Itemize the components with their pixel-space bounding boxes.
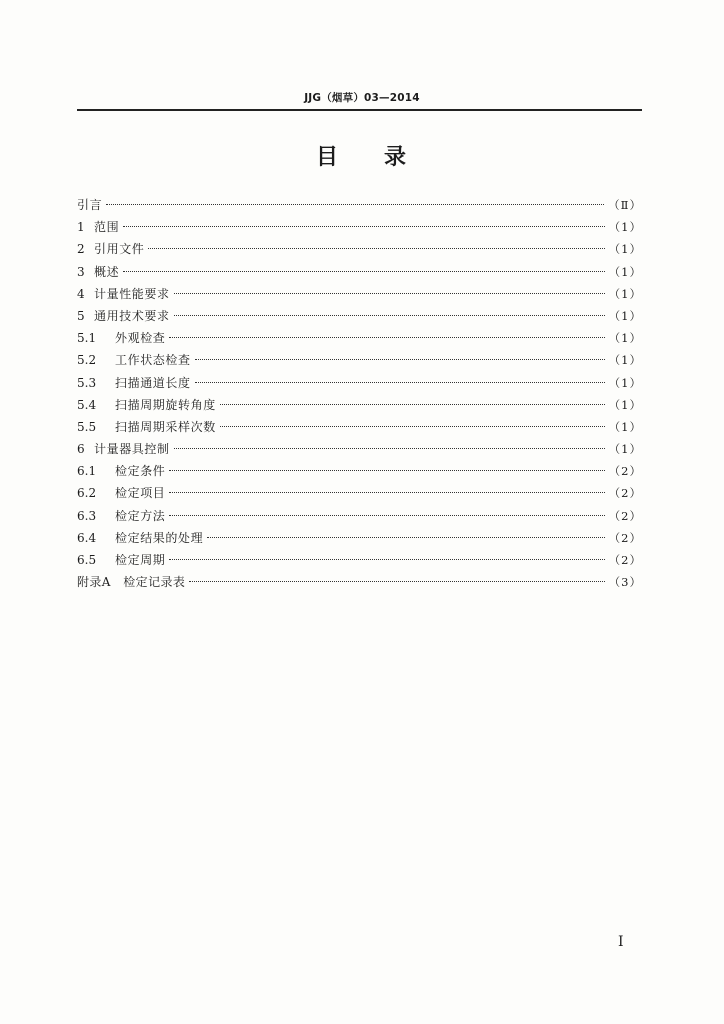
toc-entry-number: 5.4 (77, 397, 97, 412)
toc-entry (77, 283, 642, 305)
page-number: Ⅰ (618, 934, 624, 950)
toc-leader-dots (174, 448, 605, 449)
toc-entry-number: 6.5 (77, 553, 97, 567)
toc-entry-page: （1） (608, 264, 642, 279)
toc-entry (77, 216, 642, 238)
toc-entry-title: 工作状态检查 (115, 353, 191, 368)
toc-leader-dots (169, 470, 604, 471)
toc-entry-page: （1） (608, 242, 642, 257)
toc-entry-title: 扫描通道长度 (115, 375, 191, 390)
toc-entry (77, 327, 642, 349)
toc-entry-number: 6.3 (77, 508, 97, 523)
toc-entry-number: 5.2 (77, 353, 97, 368)
toc-leader-dots (169, 515, 604, 516)
toc-entry-title: 扫描周期采样次数 (115, 419, 216, 434)
toc-leader-dots (195, 382, 605, 383)
toc-entry-title: 扫描周期旋转角度 (115, 397, 216, 412)
toc-entry-title: 检定方法 (115, 508, 166, 523)
toc-entry-page: （1） (608, 331, 642, 346)
toc-entry (77, 482, 642, 504)
toc-entry-page: （1） (608, 442, 642, 457)
toc-entry-title: 计量性能要求 (94, 286, 170, 301)
toc-entry-title: 引用文件 (94, 242, 145, 257)
toc-leader-dots (207, 537, 604, 538)
toc-entry-number: 6.4 (77, 530, 97, 545)
toc-entry-title: 引言 (77, 198, 103, 212)
toc-entry (77, 549, 642, 571)
page-title-char-2: 录 (384, 144, 409, 170)
toc-entry-title: 范围 (94, 220, 120, 235)
toc-entry-title: 检定周期 (115, 553, 166, 567)
toc-entry-title: 外观检查 (115, 331, 166, 346)
toc-entry (77, 416, 642, 438)
toc-entry-page: （1） (608, 353, 642, 368)
toc-entry (77, 194, 642, 216)
toc-entry-number: 5.1 (77, 331, 97, 346)
toc-entry-title: 计量器具控制 (94, 442, 170, 457)
toc-entry (77, 571, 642, 593)
toc-entry (77, 261, 642, 283)
toc-entry-number: 5.5 (77, 419, 97, 434)
toc-entry-number: 5.3 (77, 375, 97, 390)
toc-entry (77, 305, 642, 327)
toc-entry-page: （1） (608, 286, 642, 301)
toc-entry-page: （1） (608, 397, 642, 412)
page-title-char-1: 目 (315, 144, 340, 170)
toc-entry-page: （2） (608, 553, 642, 567)
toc-entry-number: 4 (77, 286, 85, 301)
toc-entry-number: 6.2 (77, 486, 97, 501)
toc-entry-page: （2） (608, 530, 642, 545)
toc-entry-number: 5 (77, 308, 85, 323)
toc-entry-page: （Ⅱ） (608, 198, 642, 212)
toc-leader-dots (220, 404, 605, 405)
toc-entry-title: 通用技术要求 (94, 308, 170, 323)
toc-entry-title: 检定结果的处理 (115, 530, 204, 545)
table-of-contents (77, 194, 642, 593)
header-rule (77, 109, 642, 111)
toc-entry-number: 2 (77, 242, 85, 257)
toc-entry-page: （1） (608, 308, 642, 323)
toc-entry-number: 6 (77, 442, 85, 457)
page-title (0, 140, 724, 171)
toc-entry-title: 检定项目 (115, 486, 166, 501)
toc-leader-dots (148, 248, 604, 249)
toc-entry (77, 527, 642, 549)
toc-entry-number: 3 (77, 264, 85, 279)
toc-entry-page: （3） (608, 575, 642, 590)
toc-leader-dots (174, 293, 605, 294)
toc-leader-dots (123, 226, 604, 227)
toc-entry (77, 460, 642, 482)
toc-entry-page: （2） (608, 464, 642, 479)
toc-entry (77, 505, 642, 527)
toc-leader-dots (220, 426, 605, 427)
toc-entry (77, 349, 642, 371)
toc-leader-dots (195, 359, 605, 360)
toc-entry-page: （2） (608, 508, 642, 523)
toc-entry-number: 6.1 (77, 464, 97, 479)
toc-leader-dots (169, 559, 604, 560)
toc-entry-title: 概述 (94, 264, 120, 279)
toc-entry-page: （2） (608, 486, 642, 501)
toc-leader-dots (169, 337, 604, 338)
toc-leader-dots (123, 271, 604, 272)
toc-entry (77, 394, 642, 416)
document-header: JJG（烟草）03—2014 (304, 92, 420, 104)
toc-entry (77, 438, 642, 460)
toc-entry-page: （1） (608, 220, 642, 235)
toc-entry-title: 附录A 检定记录表 (77, 575, 186, 590)
toc-leader-dots (106, 204, 604, 205)
toc-leader-dots (189, 581, 604, 582)
toc-leader-dots (174, 315, 605, 316)
toc-entry (77, 372, 642, 394)
toc-entry-page: （1） (608, 419, 642, 434)
toc-entry-page: （1） (608, 375, 642, 390)
toc-entry-number: 1 (77, 220, 85, 235)
toc-entry (77, 238, 642, 260)
toc-leader-dots (169, 492, 604, 493)
toc-entry-title: 检定条件 (115, 464, 166, 479)
